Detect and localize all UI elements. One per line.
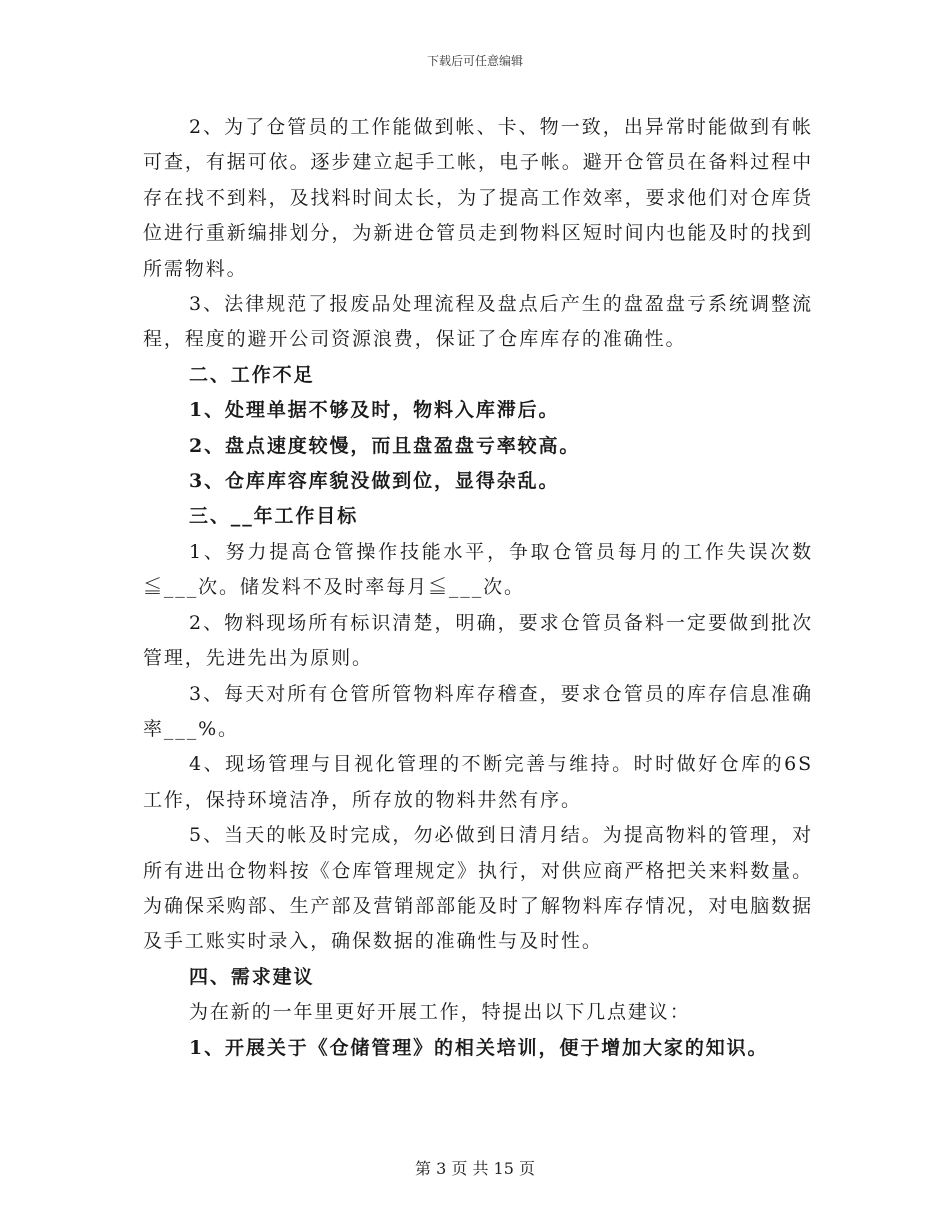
paragraph: 1、开展关于《仓储管理》的相关培训，便于增加大家的知识。 [189,1036,769,1059]
page-number: 第 3 页 共 15 页 [415,1159,535,1178]
paragraph: 3、每天对所有仓管所管物料库存稽查，要求仓管员的库存信息准确率___%。 [143,682,813,740]
paragraph: 3、仓库库容库貌没做到位，显得杂乱。 [189,470,560,493]
section-heading: 二、工作不足 [189,363,315,386]
paragraph: 5、当天的帐及时完成，勿必做到日清月结。为提高物料的管理，对所有进出仓物料按《仓库管理规定》执行，对供应商严格把关来料数量。为确保采购部、生产部及营销部部能及时了解物料库存情况，对电脑数据及手工账实时录入，确保数据的准确性与及时性。 [143,824,813,953]
section-heading: 四、需求建议 [189,965,315,988]
paragraph: 2、为了仓管员的工作能做到帐、卡、物一致，出异常时能做到有帐可查，有据可依。逐步建立起手工帐，电子帐。避开仓管员在备料过程中存在找不到料，及找料时间太长，为了提高工作效率，要求他们对仓库货位进行重新编排划分，为新进仓管员走到物料区短时间内也能及时的找到所需物料。 [143,116,813,280]
section-heading: 三、__年工作目标 [189,505,359,528]
paragraph: 1、努力提高仓管操作技能水平，争取仓管员每月的工作失误次数≦___次。储发料不及时率每月≦___次。 [143,540,813,599]
paragraph: 3、法律规范了报废品处理流程及盘点后产生的盘盈盘亏系统调整流程，程度的避开公司资源浪费，保证了仓库库存的准确性。 [143,293,813,351]
document-body [143,110,813,1066]
paragraph: 4、现场管理与目视化管理的不断完善与维持。时时做好仓库的6S工作，保持环境洁净，所存放的物料井然有序。 [143,753,813,811]
paragraph: 1、处理单据不够及时，物料入库滞后。 [189,399,560,422]
paragraph: 2、物料现场所有标识清楚，明确，要求仓管员备料一定要做到批次管理，先进先出为原则。 [143,611,813,670]
page-header: 下载后可任意编辑 [426,54,523,68]
paragraph: 为在新的一年里更好开展工作，特提出以下几点建议： [189,1001,691,1024]
paragraph: 2、盘点速度较慢，而且盘盈盘亏率较高。 [189,434,581,457]
